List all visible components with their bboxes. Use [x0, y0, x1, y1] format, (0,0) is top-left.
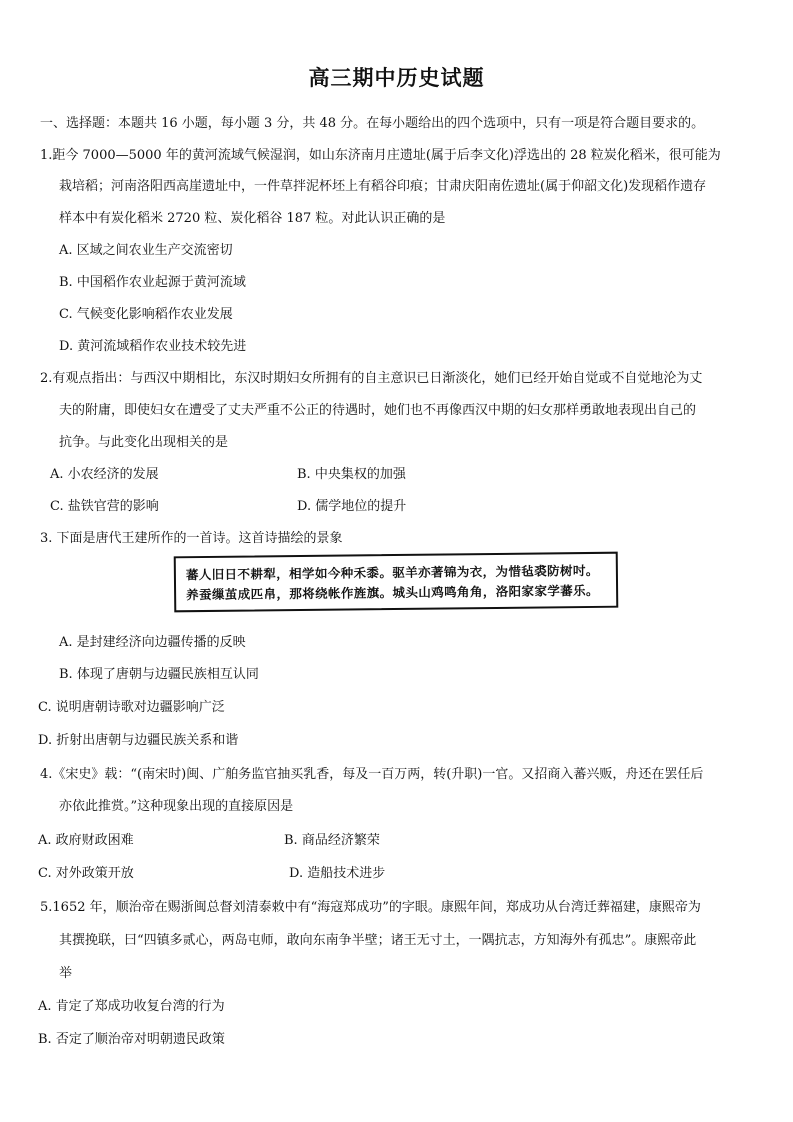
question-4-line-2: 亦依此推赏。”这种现象出现的直接原因是	[59, 799, 294, 814]
question-4-option-b: B. 商品经济繁荣	[284, 833, 380, 848]
question-2-line-2: 夫的附庸，即使妇女在遭受了丈夫严重不公正的待遇时，她们也不再像西汉中期的妇女那样勇敢地表现出自己的	[59, 403, 697, 418]
question-1-option-a: A. 区域之间农业生产交流密切	[59, 243, 233, 258]
question-1-line-1: 1.距今 7000—5000 年的黄河流域气候湿润，如山东济南月庄遗址(属于后李文化)浮选出的 28 粒炭化稻米，很可能为	[40, 148, 721, 163]
page-title: 高三期中历史试题	[308, 66, 485, 90]
question-4-option-d: D. 造船技术进步	[289, 866, 386, 881]
question-1-option-c: C. 气候变化影响稻作农业发展	[59, 307, 233, 322]
question-2-option-a: A. 小农经济的发展	[50, 467, 159, 482]
question-4-option-c: C. 对外政策开放	[38, 866, 134, 881]
question-2-option-c: C. 盐铁官营的影响	[50, 499, 159, 514]
poem-line-1: 蕃人旧日不耕犁，相学如今种禾黍。驱羊亦著锦为衣，为惜毡裘防树吋。	[185, 562, 599, 583]
poem-box	[174, 552, 619, 613]
question-5-line-1: 5.1652 年，顺治帝在赐浙闽总督刘清泰敕中有“海寇郑成功”的字眼。康熙年间，郑成功从台湾迁葬福建，康熙帝为	[40, 900, 701, 915]
question-1-line-3: 样本中有炭化稻米 2720 粒、炭化稻谷 187 粒。对此认识正确的是	[59, 211, 446, 226]
question-4-option-a: A. 政府财政困难	[38, 833, 134, 848]
question-2-option-b: B. 中央集权的加强	[297, 467, 406, 482]
question-5-line-2: 其撰挽联，曰“四镇多贰心，两岛屯师，敢向东南争半壁；诸王无寸土，一隅抗志，方知海外有孤忠”。康熙帝此	[59, 933, 697, 948]
question-1-line-2: 栽培稻；河南洛阳西高崖遗址中，一件草拌泥杯坯上有稻谷印痕；甘肃庆阳南佐遗址(属于仰韶文化)发现稻作遗存	[59, 179, 707, 194]
question-2-line-1: 2.有观点指出：与西汉中期相比，东汉时期妇女所拥有的自主意识已日渐淡化，她们已经开始自觉或不自觉地沦为丈	[40, 371, 703, 386]
section-header: 一、选择题：本题共 16 小题，每小题 3 分，共 48 分。在每小题给出的四个选项中，只有一项是符合题目要求的。	[40, 116, 705, 131]
poem-line-2: 养蚕缫茧成匹帛，那将绕帐作旌旗。城头山鸡鸣角角，洛阳家家学蕃乐。	[186, 582, 599, 603]
question-3-option-b: B. 体现了唐朝与边疆民族相互认同	[59, 667, 259, 682]
question-3-option-a: A. 是封建经济向边疆传播的反映	[59, 635, 246, 650]
question-3-option-c: C. 说明唐朝诗歌对边疆影响广泛	[38, 700, 225, 715]
question-5-option-a: A. 肯定了郑成功收复台湾的行为	[38, 999, 225, 1014]
question-5-line-3: 举	[59, 966, 73, 981]
question-4-line-1: 4.《宋史》载：“(南宋时)闽、广舶务监官抽买乳香，每及一百万两，转(升职)一官。又招商入蕃兴贩，舟还在罢任后	[40, 767, 704, 782]
question-1-option-d: D. 黄河流域稻作农业技术较先进	[59, 339, 247, 354]
question-2-option-d: D. 儒学地位的提升	[297, 499, 407, 514]
question-3-option-d: D. 折射出唐朝与边疆民族关系和谐	[38, 733, 239, 748]
question-5-option-b: B. 否定了顺治帝对明朝遗民政策	[38, 1032, 225, 1047]
question-2-line-3: 抗争。与此变化出现相关的是	[59, 435, 229, 450]
question-1-option-b: B. 中国稻作农业起源于黄河流域	[59, 275, 246, 290]
question-3-line-1: 3. 下面是唐代王建所作的一首诗。这首诗描绘的景象	[40, 531, 343, 546]
